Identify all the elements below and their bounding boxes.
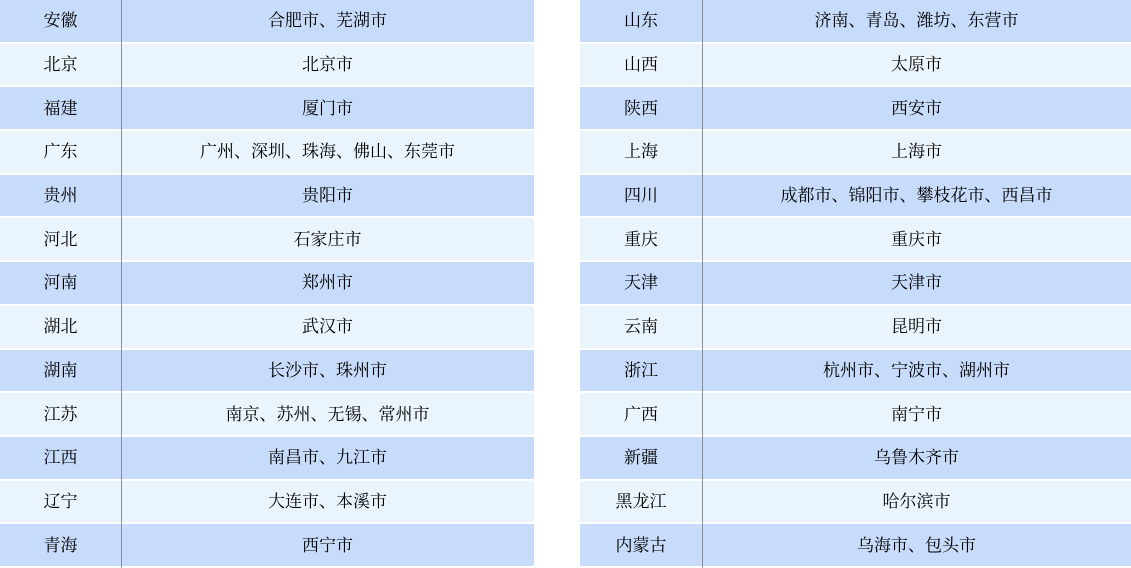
province-cell: 四川 — [580, 175, 702, 219]
cities-cell: 太原市 — [702, 44, 1131, 88]
cities-cell: 哈尔滨市 — [702, 481, 1131, 525]
province-cell: 广东 — [0, 131, 121, 175]
province-cell: 江苏 — [0, 393, 121, 437]
province-cell: 河南 — [0, 262, 121, 306]
province-cell: 山西 — [580, 44, 702, 88]
province-cell: 贵州 — [0, 175, 121, 219]
cities-cell: 武汉市 — [121, 306, 534, 350]
cities-cell: 南昌市、九江市 — [121, 437, 534, 481]
cities-cell: 杭州市、宁波市、湖州市 — [702, 350, 1131, 394]
province-cell: 陕西 — [580, 87, 702, 131]
province-cell: 天津 — [580, 262, 702, 306]
cities-cell: 郑州市 — [121, 262, 534, 306]
cities-cell: 西安市 — [702, 87, 1131, 131]
province-cell: 新疆 — [580, 437, 702, 481]
province-cell: 河北 — [0, 218, 121, 262]
cities-cell: 济南、青岛、潍坊、东营市 — [702, 0, 1131, 44]
cities-cell: 乌鲁木齐市 — [702, 437, 1131, 481]
cities-cell: 长沙市、珠州市 — [121, 350, 534, 394]
cities-cell: 大连市、本溪市 — [121, 481, 534, 525]
province-cell: 内蒙古 — [580, 524, 702, 568]
province-city-table-left — [0, 0, 534, 568]
province-cell: 辽宁 — [0, 481, 121, 525]
province-cell: 湖南 — [0, 350, 121, 394]
cities-cell: 石家庄市 — [121, 218, 534, 262]
cities-cell: 北京市 — [121, 44, 534, 88]
province-cell: 北京 — [0, 44, 121, 88]
cities-cell: 合肥市、芜湖市 — [121, 0, 534, 44]
province-cell: 青海 — [0, 524, 121, 568]
province-cell: 重庆 — [580, 218, 702, 262]
province-cell: 黑龙江 — [580, 481, 702, 525]
cities-cell: 西宁市 — [121, 524, 534, 568]
cities-cell: 天津市 — [702, 262, 1131, 306]
cities-cell: 厦门市 — [121, 87, 534, 131]
province-cell: 广西 — [580, 393, 702, 437]
cities-cell: 广州、深圳、珠海、佛山、东莞市 — [121, 131, 534, 175]
cities-cell: 成都市、锦阳市、攀枝花市、西昌市 — [702, 175, 1131, 219]
province-cell: 福建 — [0, 87, 121, 131]
cities-cell: 南京、苏州、无锡、常州市 — [121, 393, 534, 437]
province-cell: 山东 — [580, 0, 702, 44]
cities-cell: 贵阳市 — [121, 175, 534, 219]
cities-cell: 昆明市 — [702, 306, 1131, 350]
cities-cell: 南宁市 — [702, 393, 1131, 437]
province-cell: 湖北 — [0, 306, 121, 350]
cities-cell: 乌海市、包头市 — [702, 524, 1131, 568]
province-cell: 浙江 — [580, 350, 702, 394]
province-cell: 安徽 — [0, 0, 121, 44]
cities-cell: 重庆市 — [702, 218, 1131, 262]
cities-cell: 上海市 — [702, 131, 1131, 175]
province-cell: 云南 — [580, 306, 702, 350]
province-cell: 江西 — [0, 437, 121, 481]
province-city-table-right — [580, 0, 1131, 568]
province-cell: 上海 — [580, 131, 702, 175]
